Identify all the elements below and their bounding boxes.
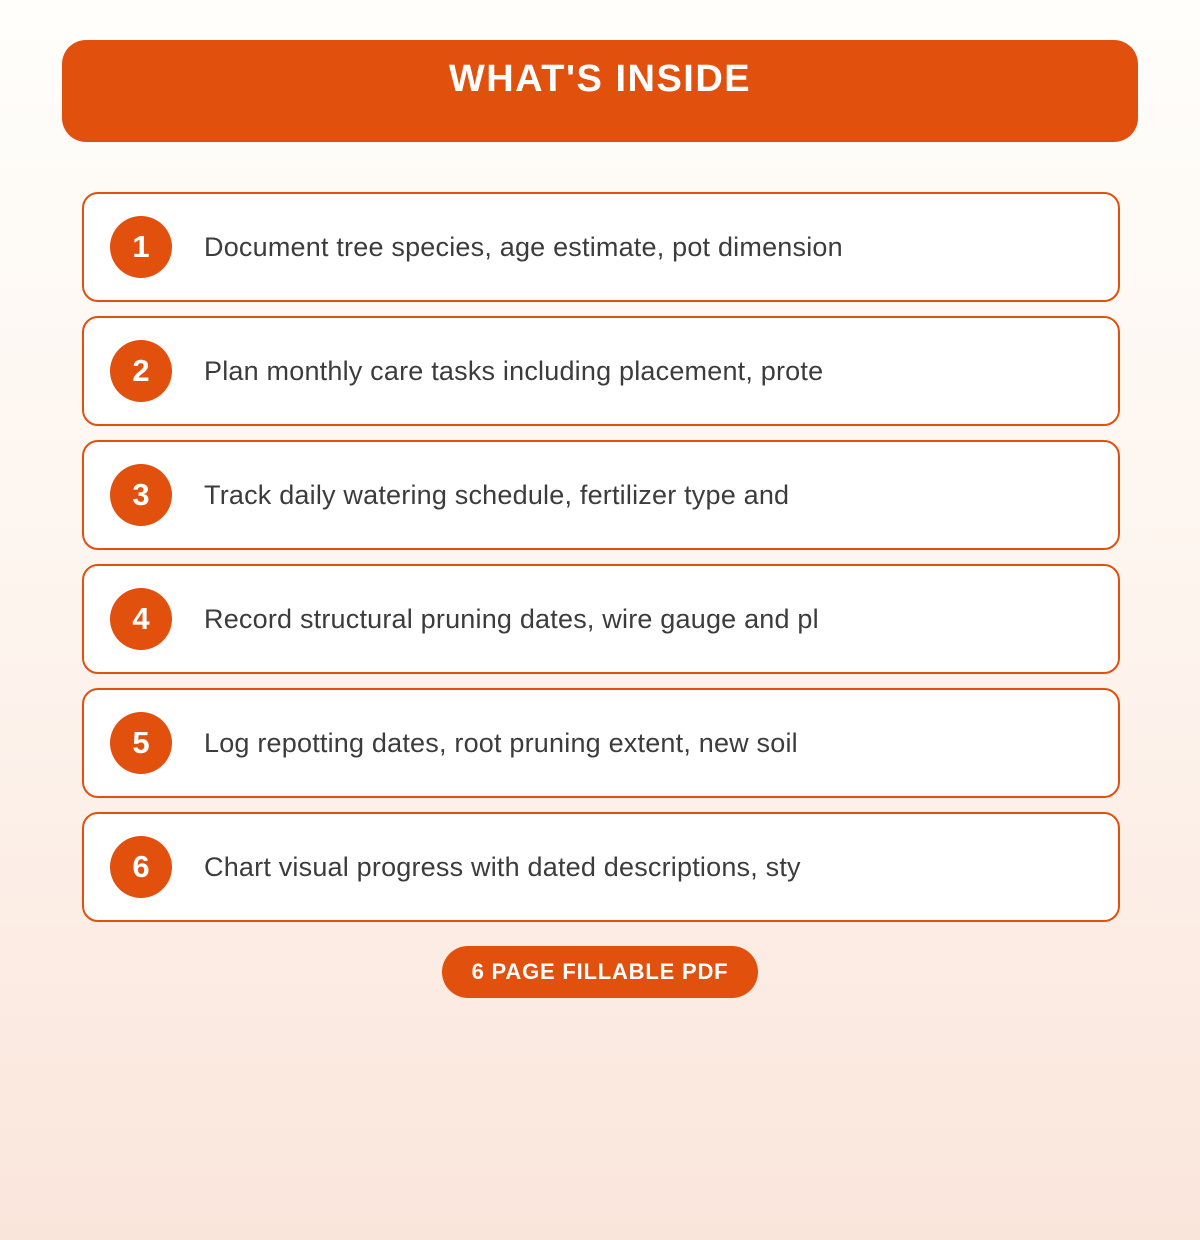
list-item [82, 812, 1120, 922]
items-list [82, 192, 1120, 922]
item-text: Record structural pruning dates, wire gauge and pl [204, 603, 819, 634]
item-text: Chart visual progress with dated descriptions, sty [204, 851, 801, 882]
list-item [82, 688, 1120, 798]
list-item [82, 564, 1120, 674]
item-number-badge: 3 [110, 464, 172, 526]
item-number-badge: 2 [110, 340, 172, 402]
item-text: Document tree species, age estimate, pot dimension [204, 231, 843, 262]
item-text: Log repotting dates, root pruning extent, new soil [204, 727, 798, 758]
item-text: Plan monthly care tasks including placement, prote [204, 355, 824, 386]
page-title: WHAT'S INSIDE [448, 58, 752, 100]
footer [0, 946, 1200, 998]
list-item [82, 192, 1120, 302]
item-number-badge: 5 [110, 712, 172, 774]
item-number-badge: 4 [110, 588, 172, 650]
item-number-badge: 6 [110, 836, 172, 898]
list-item [82, 316, 1120, 426]
item-number-badge: 1 [110, 216, 172, 278]
page-count-badge: 6 PAGE FILLABLE PDF [442, 946, 759, 998]
list-item [82, 440, 1120, 550]
item-text: Track daily watering schedule, fertilizer type and [204, 479, 790, 510]
header-banner [62, 40, 1138, 142]
page [0, 40, 1200, 998]
